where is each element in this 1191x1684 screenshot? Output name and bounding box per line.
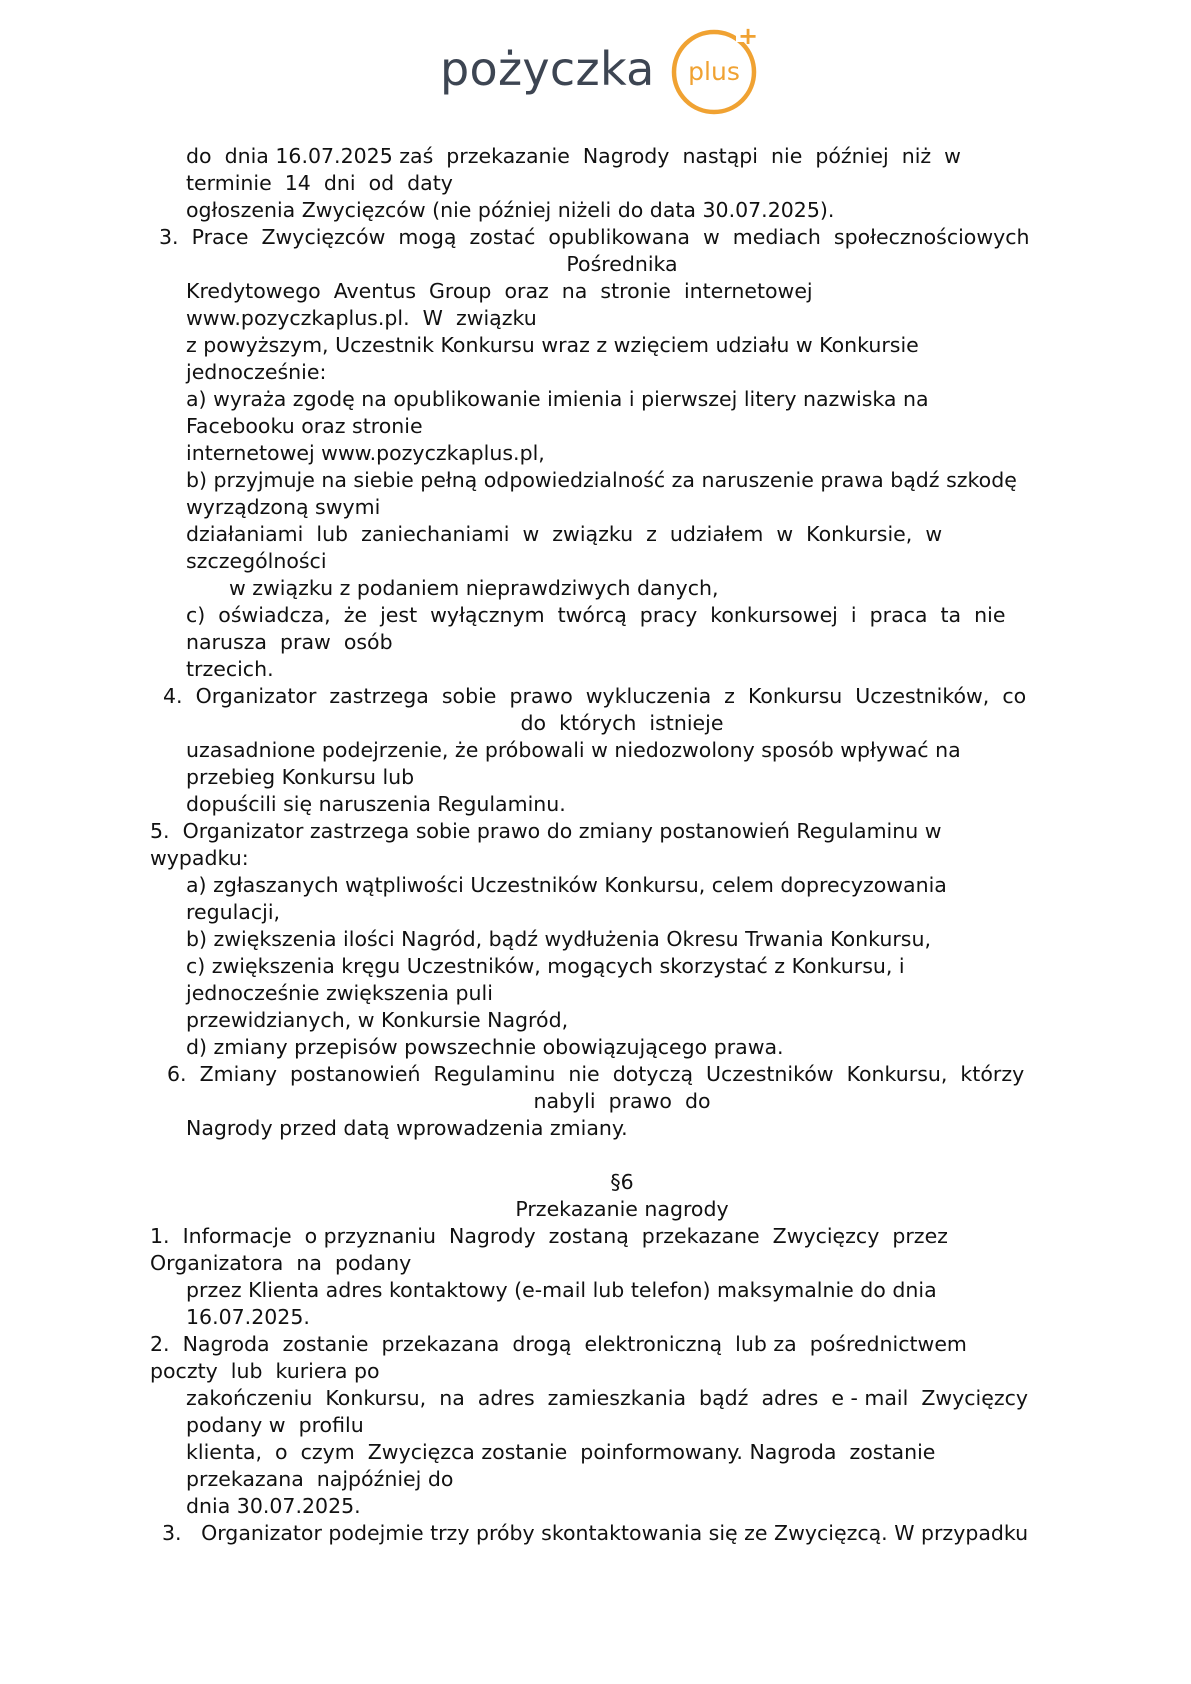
list-item-3: 3. Organizator podejmie trzy próby skontaktowania się ze Zwycięzcą. W przypadku (162, 1521, 1029, 1545)
brand-logo (440, 22, 760, 122)
text-line: c) oświadcza, że jest wyłącznym twórcą pracy konkursowej i praca ta nie (186, 603, 1006, 627)
text-line: regulacji, (186, 900, 281, 924)
logo-plus-mark: + (737, 22, 759, 50)
text-line: nabyli prawo do (533, 1089, 711, 1113)
logo-badge-icon (668, 22, 764, 118)
text-line: do dnia 16.07.2025 zaś przekazanie Nagrody nastąpi nie później niż w (186, 144, 961, 168)
text-line: Facebooku oraz stronie (186, 414, 423, 438)
section-title: Przekazanie nagrody (515, 1197, 729, 1221)
text-line: ogłoszenia Zwycięzców (nie później niżeli do data 30.07.2025). (186, 198, 835, 222)
text-line: przebieg Konkursu lub (186, 765, 415, 789)
text-line: szczególności (186, 549, 327, 573)
text-line: b) zwiększenia ilości Nagród, bądź wydłużenia Okresu Trwania Konkursu, (186, 927, 931, 951)
text-line: Pośrednika (566, 252, 678, 276)
list-item-4: 4. Organizator zastrzega sobie prawo wykluczenia z Konkursu Uczestników, co (163, 684, 1027, 708)
text-line: wyrządzoną swymi (186, 495, 381, 519)
list-item-6: 6. Zmiany postanowień Regulaminu nie dotyczą Uczestników Konkursu, którzy (167, 1062, 1025, 1086)
text-line: Organizatora na podany (150, 1251, 412, 1275)
text-line: przez Klienta adres kontaktowy (e-mail lub telefon) maksymalnie do dnia (186, 1278, 937, 1302)
text-line: trzecich. (186, 657, 274, 681)
text-line: c) zwiększenia kręgu Uczestników, mogących skorzystać z Konkursu, i (186, 954, 905, 978)
list-item-2: 2. Nagroda zostanie przekazana drogą elektroniczną lub za pośrednictwem (150, 1332, 967, 1356)
text-line: Kredytowego Aventus Group oraz na stronie internetowej (186, 279, 813, 303)
text-line: a) wyraża zgodę na opublikowanie imienia i pierwszej litery nazwiska na (186, 387, 929, 411)
text-line: klienta, o czym Zwycięzca zostanie poinformowany. Nagroda zostanie (186, 1440, 936, 1464)
text-line: terminie 14 dni od daty (186, 171, 453, 195)
text-line: wypadku: (150, 846, 249, 870)
text-line: działaniami lub zaniechaniami w związku z udziałem w Konkursie, w (186, 522, 943, 546)
text-line: b) przyjmuje na siebie pełną odpowiedzialność za naruszenie prawa bądź szkodę (186, 468, 1017, 492)
text-line: przewidzianych, w Konkursie Nagród, (186, 1008, 569, 1032)
section-number: §6 (610, 1170, 634, 1194)
list-item-3: 3. Prace Zwycięzców mogą zostać opublikowana w mediach społecznościowych (159, 225, 1030, 249)
text-line: 16.07.2025. (186, 1305, 310, 1329)
text-line: uzasadnione podejrzenie, że próbowali w niedozwolony sposób wpływać na (186, 738, 961, 762)
text-line: dopuścili się naruszenia Regulaminu. (186, 792, 566, 816)
list-item-5: 5. Organizator zastrzega sobie prawo do zmiany postanowień Regulaminu w (150, 819, 942, 843)
text-line: do których istnieje (520, 711, 724, 735)
text-line: poczty lub kuriera po (150, 1359, 380, 1383)
text-line: www.pozyczkaplus.pl. W związku (186, 306, 537, 330)
list-item-1: 1. Informacje o przyznaniu Nagrody zostaną przekazane Zwycięzcy przez (150, 1224, 948, 1248)
text-line: d) zmiany przepisów powszechnie obowiązującego prawa. (186, 1035, 784, 1059)
text-line: dnia 30.07.2025. (186, 1494, 361, 1518)
text-line: w związku z podaniem nieprawdziwych danych, (229, 576, 719, 600)
text-line: jednocześnie: (186, 360, 327, 384)
text-line: przekazana najpóźniej do (186, 1467, 454, 1491)
text-line: podany w profilu (186, 1413, 364, 1437)
logo-wordmark: pożyczka (440, 42, 655, 96)
text-line: z powyższym, Uczestnik Konkursu wraz z wzięciem udziału w Konkursie (186, 333, 919, 357)
logo-badge-text: plus (688, 57, 740, 86)
text-line: jednocześnie zwiększenia puli (186, 981, 493, 1005)
text-line: a) zgłaszanych wątpliwości Uczestników Konkursu, celem doprecyzowania (186, 873, 947, 897)
text-line: Nagrody przed datą wprowadzenia zmiany. (186, 1116, 628, 1140)
text-line: internetowej www.pozyczkaplus.pl, (186, 441, 545, 465)
text-line: zakończeniu Konkursu, na adres zamieszkania bądź adres e - mail Zwycięzcy (186, 1386, 1029, 1410)
text-line: narusza praw osób (186, 630, 393, 654)
